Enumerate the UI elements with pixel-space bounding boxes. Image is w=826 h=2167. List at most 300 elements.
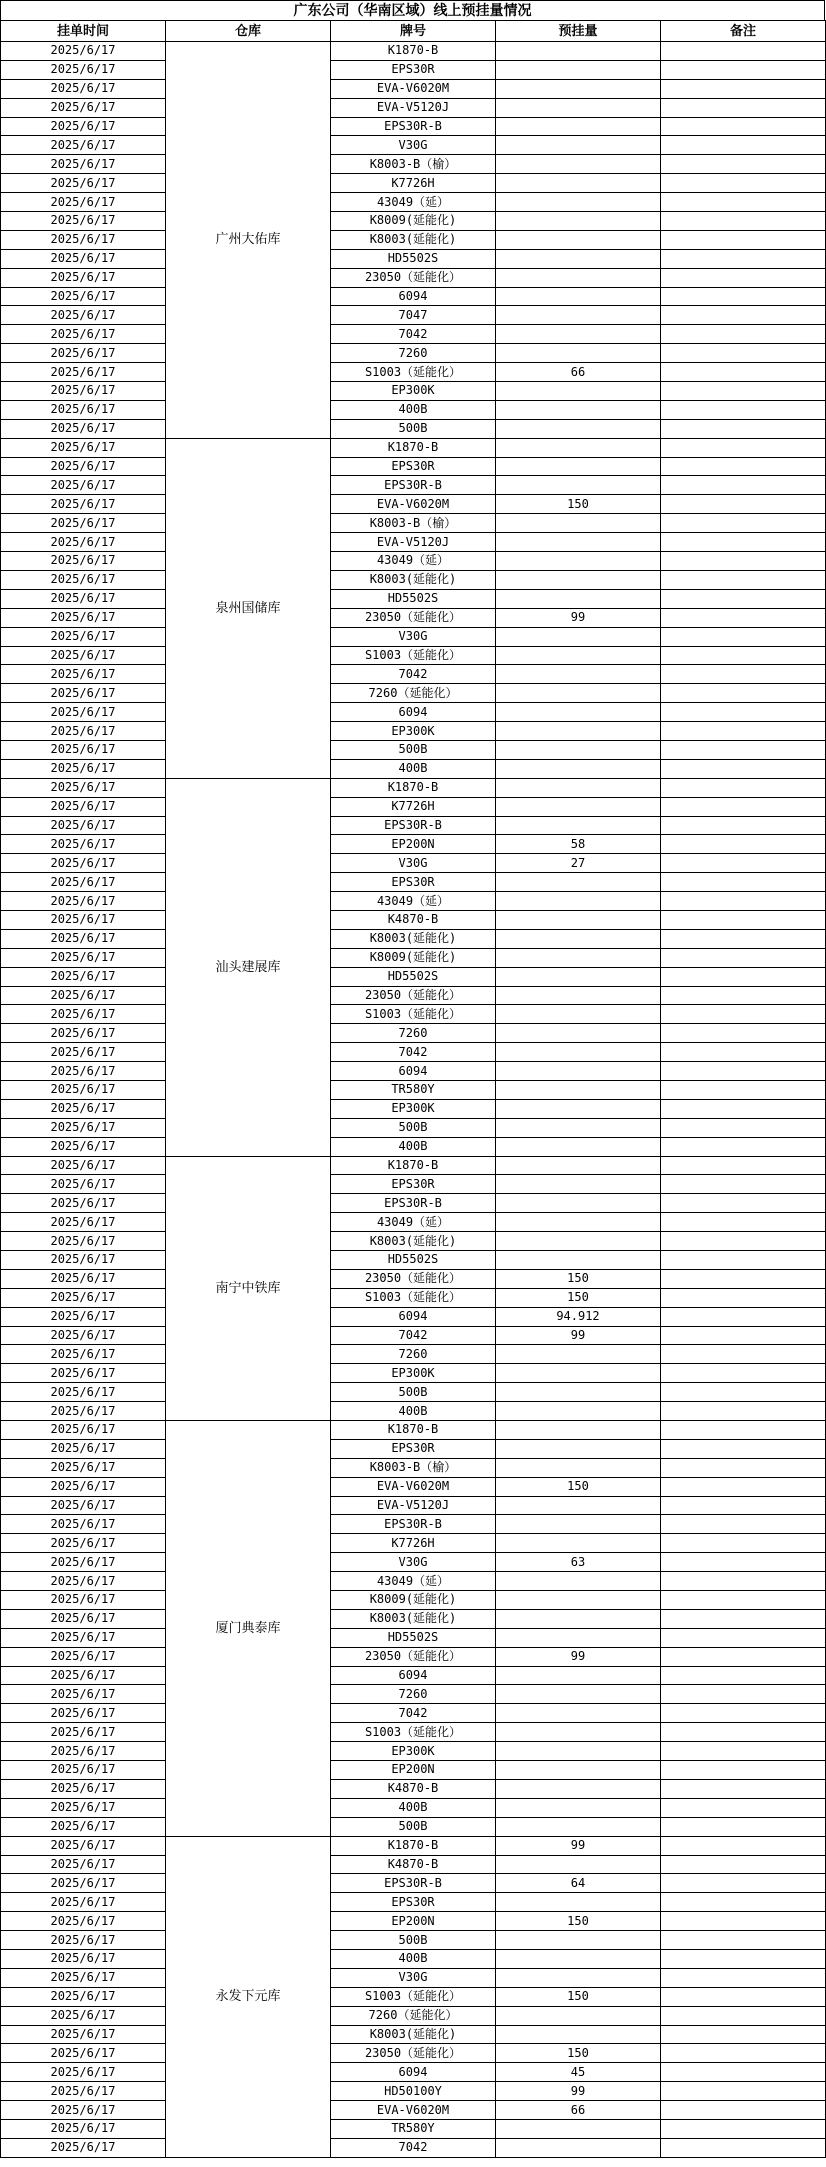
cell-grade[interactable]: EVA-V5120J — [331, 533, 496, 552]
cell-grade[interactable]: S1003（延能化） — [331, 646, 496, 665]
cell-listing-time[interactable]: 2025/6/17 — [1, 948, 166, 967]
cell-grade[interactable]: 400B — [331, 1949, 496, 1968]
cell-listing-time[interactable]: 2025/6/17 — [1, 665, 166, 684]
cell-grade[interactable]: TR580Y — [331, 2119, 496, 2138]
cell-listing-time[interactable]: 2025/6/17 — [1, 2025, 166, 2044]
cell-listing-time[interactable]: 2025/6/17 — [1, 1402, 166, 1421]
cell-remarks[interactable] — [661, 570, 826, 589]
cell-grade[interactable]: V30G — [331, 854, 496, 873]
cell-remarks[interactable] — [661, 60, 826, 79]
cell-remarks[interactable] — [661, 646, 826, 665]
cell-listing-time[interactable]: 2025/6/17 — [1, 1515, 166, 1534]
cell-remarks[interactable] — [661, 1458, 826, 1477]
cell-pre-listing-amount[interactable] — [496, 1968, 661, 1987]
cell-grade[interactable]: 400B — [331, 1402, 496, 1421]
cell-listing-time[interactable]: 2025/6/17 — [1, 608, 166, 627]
cell-grade[interactable]: K8003(延能化) — [331, 570, 496, 589]
cell-grade[interactable]: EPS30R-B — [331, 476, 496, 495]
cell-listing-time[interactable]: 2025/6/17 — [1, 722, 166, 741]
cell-grade[interactable]: 7042 — [331, 665, 496, 684]
cell-remarks[interactable] — [661, 740, 826, 759]
cell-grade[interactable]: 7260 — [331, 344, 496, 363]
cell-grade[interactable]: K8003(延能化) — [331, 2025, 496, 2044]
cell-pre-listing-amount[interactable]: 27 — [496, 854, 661, 873]
cell-remarks[interactable] — [661, 1874, 826, 1893]
cell-remarks[interactable] — [661, 476, 826, 495]
cell-pre-listing-amount[interactable] — [496, 1534, 661, 1553]
cell-pre-listing-amount[interactable] — [496, 816, 661, 835]
cell-listing-time[interactable]: 2025/6/17 — [1, 2119, 166, 2138]
cell-pre-listing-amount[interactable] — [496, 42, 661, 61]
cell-listing-time[interactable]: 2025/6/17 — [1, 1779, 166, 1798]
cell-pre-listing-amount[interactable] — [496, 1798, 661, 1817]
cell-remarks[interactable] — [661, 1251, 826, 1270]
cell-grade[interactable]: 6094 — [331, 1307, 496, 1326]
cell-grade[interactable]: 7042 — [331, 1704, 496, 1723]
cell-listing-time[interactable]: 2025/6/17 — [1, 816, 166, 835]
cell-listing-time[interactable]: 2025/6/17 — [1, 60, 166, 79]
cell-pre-listing-amount[interactable] — [496, 1817, 661, 1836]
cell-grade[interactable]: EPS30R-B — [331, 816, 496, 835]
cell-remarks[interactable] — [661, 1704, 826, 1723]
cell-grade[interactable]: 7260 — [331, 1345, 496, 1364]
cell-listing-time[interactable]: 2025/6/17 — [1, 1836, 166, 1855]
cell-remarks[interactable] — [661, 1024, 826, 1043]
cell-pre-listing-amount[interactable] — [496, 1855, 661, 1874]
cell-listing-time[interactable]: 2025/6/17 — [1, 740, 166, 759]
cell-grade[interactable]: K1870-B — [331, 1836, 496, 1855]
cell-listing-time[interactable]: 2025/6/17 — [1, 1874, 166, 1893]
cell-listing-time[interactable]: 2025/6/17 — [1, 986, 166, 1005]
cell-pre-listing-amount[interactable] — [496, 1704, 661, 1723]
cell-listing-time[interactable]: 2025/6/17 — [1, 382, 166, 401]
cell-pre-listing-amount[interactable] — [496, 2025, 661, 2044]
cell-listing-time[interactable]: 2025/6/17 — [1, 1421, 166, 1440]
cell-remarks[interactable] — [661, 1761, 826, 1780]
cell-remarks[interactable] — [661, 703, 826, 722]
cell-grade[interactable]: TR580Y — [331, 1080, 496, 1099]
cell-grade[interactable]: 7042 — [331, 2138, 496, 2157]
cell-listing-time[interactable]: 2025/6/17 — [1, 1553, 166, 1572]
cell-pre-listing-amount[interactable] — [496, 1496, 661, 1515]
cell-grade[interactable]: 23050（延能化） — [331, 1647, 496, 1666]
cell-grade[interactable]: K8003(延能化) — [331, 929, 496, 948]
cell-grade[interactable]: EPS30R — [331, 1175, 496, 1194]
cell-remarks[interactable] — [661, 910, 826, 929]
cell-listing-time[interactable]: 2025/6/17 — [1, 570, 166, 589]
cell-grade[interactable]: V30G — [331, 1553, 496, 1572]
cell-grade[interactable]: HD5502S — [331, 249, 496, 268]
cell-listing-time[interactable]: 2025/6/17 — [1, 438, 166, 457]
cell-listing-time[interactable]: 2025/6/17 — [1, 1345, 166, 1364]
cell-pre-listing-amount[interactable]: 45 — [496, 2063, 661, 2082]
cell-pre-listing-amount[interactable]: 99 — [496, 2082, 661, 2101]
cell-listing-time[interactable]: 2025/6/17 — [1, 1458, 166, 1477]
cell-listing-time[interactable]: 2025/6/17 — [1, 1817, 166, 1836]
cell-pre-listing-amount[interactable] — [496, 797, 661, 816]
cell-pre-listing-amount[interactable] — [496, 287, 661, 306]
cell-pre-listing-amount[interactable] — [496, 552, 661, 571]
cell-listing-time[interactable]: 2025/6/17 — [1, 1307, 166, 1326]
cell-listing-time[interactable]: 2025/6/17 — [1, 892, 166, 911]
cell-remarks[interactable] — [661, 589, 826, 608]
cell-pre-listing-amount[interactable]: 150 — [496, 1269, 661, 1288]
cell-grade[interactable]: 23050（延能化） — [331, 1269, 496, 1288]
cell-grade[interactable]: HD50100Y — [331, 2082, 496, 2101]
cell-grade[interactable]: 7042 — [331, 325, 496, 344]
cell-remarks[interactable] — [661, 230, 826, 249]
cell-remarks[interactable] — [661, 1062, 826, 1081]
cell-grade[interactable]: K8009(延能化) — [331, 1591, 496, 1610]
cell-remarks[interactable] — [661, 1232, 826, 1251]
cell-remarks[interactable] — [661, 2138, 826, 2157]
cell-pre-listing-amount[interactable] — [496, 117, 661, 136]
cell-pre-listing-amount[interactable] — [496, 1779, 661, 1798]
cell-remarks[interactable] — [661, 2025, 826, 2044]
cell-grade[interactable]: EVA-V6020M — [331, 1477, 496, 1496]
cell-listing-time[interactable]: 2025/6/17 — [1, 1723, 166, 1742]
cell-listing-time[interactable]: 2025/6/17 — [1, 514, 166, 533]
cell-pre-listing-amount[interactable] — [496, 967, 661, 986]
cell-pre-listing-amount[interactable] — [496, 740, 661, 759]
cell-pre-listing-amount[interactable] — [496, 2119, 661, 2138]
cell-grade[interactable]: K1870-B — [331, 1421, 496, 1440]
cell-grade[interactable]: 500B — [331, 1118, 496, 1137]
cell-grade[interactable]: K4870-B — [331, 1779, 496, 1798]
cell-pre-listing-amount[interactable]: 150 — [496, 1912, 661, 1931]
cell-grade[interactable]: 43049（延） — [331, 552, 496, 571]
cell-grade[interactable]: K7726H — [331, 1534, 496, 1553]
cell-pre-listing-amount[interactable] — [496, 1232, 661, 1251]
cell-grade[interactable]: 23050（延能化） — [331, 608, 496, 627]
cell-pre-listing-amount[interactable]: 99 — [496, 1647, 661, 1666]
cell-remarks[interactable] — [661, 1779, 826, 1798]
cell-grade[interactable]: 7042 — [331, 1043, 496, 1062]
cell-listing-time[interactable]: 2025/6/17 — [1, 98, 166, 117]
cell-listing-time[interactable]: 2025/6/17 — [1, 589, 166, 608]
cell-grade[interactable]: K1870-B — [331, 1156, 496, 1175]
cell-grade[interactable]: EVA-V6020M — [331, 79, 496, 98]
cell-listing-time[interactable]: 2025/6/17 — [1, 627, 166, 646]
cell-listing-time[interactable]: 2025/6/17 — [1, 703, 166, 722]
cell-pre-listing-amount[interactable] — [496, 1685, 661, 1704]
cell-pre-listing-amount[interactable] — [496, 1458, 661, 1477]
cell-remarks[interactable] — [661, 193, 826, 212]
cell-pre-listing-amount[interactable] — [496, 193, 661, 212]
cell-pre-listing-amount[interactable] — [496, 400, 661, 419]
cell-grade[interactable]: S1003（延能化） — [331, 1288, 496, 1307]
cell-remarks[interactable] — [661, 1685, 826, 1704]
cell-warehouse[interactable]: 汕头建展库 — [166, 778, 331, 1156]
cell-pre-listing-amount[interactable] — [496, 910, 661, 929]
cell-pre-listing-amount[interactable] — [496, 1194, 661, 1213]
cell-remarks[interactable] — [661, 117, 826, 136]
cell-pre-listing-amount[interactable] — [496, 1723, 661, 1742]
cell-listing-time[interactable]: 2025/6/17 — [1, 2006, 166, 2025]
cell-remarks[interactable] — [661, 797, 826, 816]
cell-remarks[interactable] — [661, 2119, 826, 2138]
cell-pre-listing-amount[interactable] — [496, 892, 661, 911]
cell-pre-listing-amount[interactable] — [496, 382, 661, 401]
cell-remarks[interactable] — [661, 873, 826, 892]
cell-remarks[interactable] — [661, 1005, 826, 1024]
cell-remarks[interactable] — [661, 1515, 826, 1534]
cell-listing-time[interactable]: 2025/6/17 — [1, 1855, 166, 1874]
cell-listing-time[interactable]: 2025/6/17 — [1, 42, 166, 61]
cell-remarks[interactable] — [661, 1175, 826, 1194]
cell-grade[interactable]: 43049（延） — [331, 892, 496, 911]
cell-listing-time[interactable]: 2025/6/17 — [1, 79, 166, 98]
cell-pre-listing-amount[interactable]: 63 — [496, 1553, 661, 1572]
cell-listing-time[interactable]: 2025/6/17 — [1, 1591, 166, 1610]
cell-remarks[interactable] — [661, 986, 826, 1005]
cell-listing-time[interactable]: 2025/6/17 — [1, 1062, 166, 1081]
cell-listing-time[interactable]: 2025/6/17 — [1, 910, 166, 929]
cell-listing-time[interactable]: 2025/6/17 — [1, 1893, 166, 1912]
cell-warehouse[interactable]: 泉州国储库 — [166, 438, 331, 778]
cell-pre-listing-amount[interactable] — [496, 1931, 661, 1950]
cell-remarks[interactable] — [661, 1912, 826, 1931]
cell-pre-listing-amount[interactable] — [496, 419, 661, 438]
cell-listing-time[interactable]: 2025/6/17 — [1, 1118, 166, 1137]
cell-remarks[interactable] — [661, 1893, 826, 1912]
cell-remarks[interactable] — [661, 1137, 826, 1156]
cell-pre-listing-amount[interactable] — [496, 268, 661, 287]
cell-grade[interactable]: K8003(延能化) — [331, 230, 496, 249]
cell-listing-time[interactable]: 2025/6/17 — [1, 268, 166, 287]
cell-warehouse[interactable]: 南宁中铁库 — [166, 1156, 331, 1420]
cell-grade[interactable]: 400B — [331, 400, 496, 419]
cell-pre-listing-amount[interactable] — [496, 1175, 661, 1194]
cell-grade[interactable]: EP200N — [331, 1912, 496, 1931]
cell-remarks[interactable] — [661, 1609, 826, 1628]
cell-listing-time[interactable]: 2025/6/17 — [1, 212, 166, 231]
cell-listing-time[interactable]: 2025/6/17 — [1, 1326, 166, 1345]
cell-grade[interactable]: 23050（延能化） — [331, 986, 496, 1005]
cell-listing-time[interactable]: 2025/6/17 — [1, 1175, 166, 1194]
cell-pre-listing-amount[interactable]: 66 — [496, 363, 661, 382]
cell-grade[interactable]: 500B — [331, 1817, 496, 1836]
cell-pre-listing-amount[interactable] — [496, 1137, 661, 1156]
cell-pre-listing-amount[interactable]: 99 — [496, 1836, 661, 1855]
cell-listing-time[interactable]: 2025/6/17 — [1, 2044, 166, 2063]
cell-grade[interactable]: EP200N — [331, 835, 496, 854]
cell-pre-listing-amount[interactable] — [496, 627, 661, 646]
cell-remarks[interactable] — [661, 1591, 826, 1610]
cell-pre-listing-amount[interactable]: 150 — [496, 495, 661, 514]
cell-grade[interactable]: EPS30R — [331, 457, 496, 476]
cell-grade[interactable]: K8003(延能化) — [331, 1609, 496, 1628]
cell-remarks[interactable] — [661, 495, 826, 514]
cell-listing-time[interactable]: 2025/6/17 — [1, 1685, 166, 1704]
cell-grade[interactable]: EPS30R-B — [331, 1874, 496, 1893]
cell-listing-time[interactable]: 2025/6/17 — [1, 1024, 166, 1043]
cell-pre-listing-amount[interactable] — [496, 1591, 661, 1610]
cell-pre-listing-amount[interactable] — [496, 2006, 661, 2025]
cell-remarks[interactable] — [661, 684, 826, 703]
cell-listing-time[interactable]: 2025/6/17 — [1, 1232, 166, 1251]
cell-remarks[interactable] — [661, 1194, 826, 1213]
cell-remarks[interactable] — [661, 1723, 826, 1742]
cell-remarks[interactable] — [661, 325, 826, 344]
cell-warehouse[interactable]: 广州大佑库 — [166, 42, 331, 439]
cell-grade[interactable]: V30G — [331, 1968, 496, 1987]
cell-grade[interactable]: 7260 — [331, 1685, 496, 1704]
cell-grade[interactable]: 400B — [331, 759, 496, 778]
cell-pre-listing-amount[interactable] — [496, 703, 661, 722]
cell-remarks[interactable] — [661, 1326, 826, 1345]
cell-grade[interactable]: 7260 — [331, 1024, 496, 1043]
cell-pre-listing-amount[interactable] — [496, 438, 661, 457]
cell-remarks[interactable] — [661, 665, 826, 684]
cell-remarks[interactable] — [661, 608, 826, 627]
cell-remarks[interactable] — [661, 344, 826, 363]
cell-pre-listing-amount[interactable] — [496, 514, 661, 533]
cell-grade[interactable]: EVA-V6020M — [331, 495, 496, 514]
cell-listing-time[interactable]: 2025/6/17 — [1, 759, 166, 778]
cell-pre-listing-amount[interactable] — [496, 986, 661, 1005]
cell-pre-listing-amount[interactable] — [496, 1893, 661, 1912]
cell-listing-time[interactable]: 2025/6/17 — [1, 419, 166, 438]
cell-listing-time[interactable]: 2025/6/17 — [1, 136, 166, 155]
cell-remarks[interactable] — [661, 1987, 826, 2006]
cell-pre-listing-amount[interactable] — [496, 60, 661, 79]
cell-listing-time[interactable]: 2025/6/17 — [1, 1005, 166, 1024]
cell-listing-time[interactable]: 2025/6/17 — [1, 1496, 166, 1515]
cell-listing-time[interactable]: 2025/6/17 — [1, 1704, 166, 1723]
cell-grade[interactable]: S1003（延能化） — [331, 1987, 496, 2006]
cell-grade[interactable]: S1003（延能化） — [331, 1005, 496, 1024]
cell-remarks[interactable] — [661, 1477, 826, 1496]
cell-listing-time[interactable]: 2025/6/17 — [1, 174, 166, 193]
cell-listing-time[interactable]: 2025/6/17 — [1, 117, 166, 136]
cell-remarks[interactable] — [661, 1118, 826, 1137]
cell-remarks[interactable] — [661, 1742, 826, 1761]
cell-pre-listing-amount[interactable] — [496, 457, 661, 476]
cell-grade[interactable]: 6094 — [331, 2063, 496, 2082]
cell-remarks[interactable] — [661, 1836, 826, 1855]
cell-pre-listing-amount[interactable] — [496, 665, 661, 684]
cell-remarks[interactable] — [661, 155, 826, 174]
cell-pre-listing-amount[interactable] — [496, 1213, 661, 1232]
cell-listing-time[interactable]: 2025/6/17 — [1, 1987, 166, 2006]
cell-pre-listing-amount[interactable] — [496, 249, 661, 268]
cell-remarks[interactable] — [661, 835, 826, 854]
cell-pre-listing-amount[interactable] — [496, 1043, 661, 1062]
cell-grade[interactable]: K1870-B — [331, 438, 496, 457]
cell-grade[interactable]: EP300K — [331, 1364, 496, 1383]
cell-listing-time[interactable]: 2025/6/17 — [1, 646, 166, 665]
cell-remarks[interactable] — [661, 363, 826, 382]
cell-remarks[interactable] — [661, 1855, 826, 1874]
cell-pre-listing-amount[interactable] — [496, 1742, 661, 1761]
cell-grade[interactable]: 400B — [331, 1798, 496, 1817]
cell-remarks[interactable] — [661, 1628, 826, 1647]
cell-pre-listing-amount[interactable]: 66 — [496, 2101, 661, 2120]
cell-grade[interactable]: V30G — [331, 136, 496, 155]
cell-warehouse[interactable]: 永发下元库 — [166, 1836, 331, 2157]
cell-listing-time[interactable]: 2025/6/17 — [1, 1628, 166, 1647]
cell-grade[interactable]: K8003(延能化) — [331, 1232, 496, 1251]
cell-listing-time[interactable]: 2025/6/17 — [1, 1572, 166, 1591]
cell-grade[interactable]: HD5502S — [331, 967, 496, 986]
cell-grade[interactable]: EPS30R — [331, 1893, 496, 1912]
cell-grade[interactable]: 500B — [331, 1931, 496, 1950]
cell-remarks[interactable] — [661, 2101, 826, 2120]
cell-remarks[interactable] — [661, 1288, 826, 1307]
cell-pre-listing-amount[interactable] — [496, 230, 661, 249]
cell-listing-time[interactable]: 2025/6/17 — [1, 1156, 166, 1175]
cell-grade[interactable]: 23050（延能化） — [331, 268, 496, 287]
cell-listing-time[interactable]: 2025/6/17 — [1, 1761, 166, 1780]
cell-pre-listing-amount[interactable] — [496, 646, 661, 665]
cell-remarks[interactable] — [661, 967, 826, 986]
cell-grade[interactable]: 23050（延能化） — [331, 2044, 496, 2063]
cell-remarks[interactable] — [661, 1307, 826, 1326]
cell-remarks[interactable] — [661, 1931, 826, 1950]
cell-listing-time[interactable]: 2025/6/17 — [1, 1080, 166, 1099]
cell-grade[interactable]: EVA-V6020M — [331, 2101, 496, 2120]
cell-remarks[interactable] — [661, 1099, 826, 1118]
cell-grade[interactable]: K8009(延能化) — [331, 948, 496, 967]
cell-grade[interactable]: 43049（延） — [331, 1213, 496, 1232]
cell-pre-listing-amount[interactable] — [496, 1383, 661, 1402]
cell-listing-time[interactable]: 2025/6/17 — [1, 1949, 166, 1968]
cell-listing-time[interactable]: 2025/6/17 — [1, 835, 166, 854]
cell-grade[interactable]: 43049（延） — [331, 193, 496, 212]
cell-listing-time[interactable]: 2025/6/17 — [1, 1798, 166, 1817]
cell-remarks[interactable] — [661, 1080, 826, 1099]
cell-remarks[interactable] — [661, 2082, 826, 2101]
cell-listing-time[interactable]: 2025/6/17 — [1, 193, 166, 212]
cell-pre-listing-amount[interactable]: 150 — [496, 1477, 661, 1496]
cell-listing-time[interactable]: 2025/6/17 — [1, 1968, 166, 1987]
cell-pre-listing-amount[interactable] — [496, 1572, 661, 1591]
cell-listing-time[interactable]: 2025/6/17 — [1, 325, 166, 344]
cell-grade[interactable]: EPS30R-B — [331, 1194, 496, 1213]
cell-pre-listing-amount[interactable] — [496, 1345, 661, 1364]
cell-grade[interactable]: EVA-V5120J — [331, 98, 496, 117]
cell-listing-time[interactable]: 2025/6/17 — [1, 1666, 166, 1685]
cell-remarks[interactable] — [661, 929, 826, 948]
cell-grade[interactable]: EP200N — [331, 1761, 496, 1780]
cell-grade[interactable]: EPS30R-B — [331, 117, 496, 136]
cell-pre-listing-amount[interactable] — [496, 1609, 661, 1628]
cell-remarks[interactable] — [661, 2063, 826, 2082]
cell-pre-listing-amount[interactable] — [496, 1628, 661, 1647]
cell-grade[interactable]: EP300K — [331, 1099, 496, 1118]
cell-remarks[interactable] — [661, 382, 826, 401]
cell-listing-time[interactable]: 2025/6/17 — [1, 929, 166, 948]
cell-pre-listing-amount[interactable] — [496, 684, 661, 703]
cell-remarks[interactable] — [661, 816, 826, 835]
cell-grade[interactable]: 7047 — [331, 306, 496, 325]
cell-remarks[interactable] — [661, 892, 826, 911]
cell-pre-listing-amount[interactable] — [496, 98, 661, 117]
cell-grade[interactable]: 6094 — [331, 1666, 496, 1685]
cell-grade[interactable]: EPS30R — [331, 60, 496, 79]
cell-listing-time[interactable]: 2025/6/17 — [1, 873, 166, 892]
cell-remarks[interactable] — [661, 1383, 826, 1402]
cell-listing-time[interactable]: 2025/6/17 — [1, 457, 166, 476]
cell-remarks[interactable] — [661, 854, 826, 873]
cell-pre-listing-amount[interactable] — [496, 589, 661, 608]
cell-listing-time[interactable]: 2025/6/17 — [1, 155, 166, 174]
cell-listing-time[interactable]: 2025/6/17 — [1, 306, 166, 325]
cell-remarks[interactable] — [661, 268, 826, 287]
cell-pre-listing-amount[interactable] — [496, 325, 661, 344]
cell-pre-listing-amount[interactable]: 94.912 — [496, 1307, 661, 1326]
